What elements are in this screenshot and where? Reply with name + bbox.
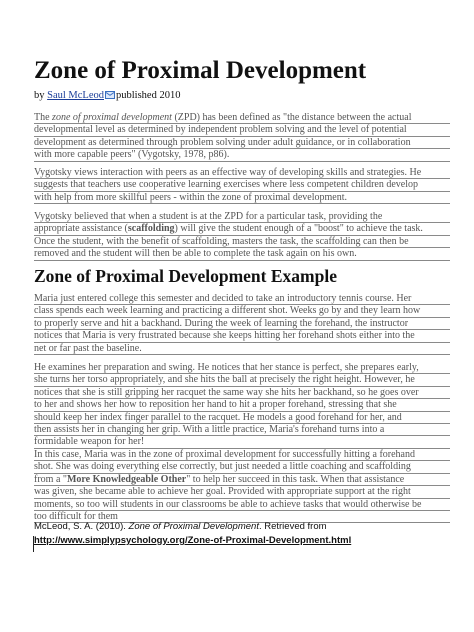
- section-heading-example: Zone of Proximal Development Example: [34, 266, 337, 286]
- text-line: to properly serve and hit a backhand. During the week of learning the forehand, the instructor: [34, 318, 450, 330]
- text-line: notices that she is still gripping her racquet the same way she hits her backhand, so he goes over: [34, 387, 450, 399]
- text-line: suggests that teachers use cooperative learning exercises where less competent children develop: [34, 179, 450, 191]
- text-line: The zone of proximal development (ZPD) has been defined as "the distance between the actual: [34, 112, 450, 124]
- text-line: net or far past the baseline.: [34, 342, 142, 354]
- text-line: notices that Maria is very frustrated because she keeps hitting her forehand shots either into the: [34, 330, 450, 342]
- text-line: He examines her preparation and swing. He notices that her stance is perfect, she prepares early,: [34, 362, 450, 374]
- author-link[interactable]: Saul McLeod: [47, 90, 104, 101]
- paragraph-conclusion: [34, 449, 450, 523]
- text-line: from a "More Knowledgeable Other" to help her succeed in this task. When that assistance: [34, 474, 450, 486]
- text-line: Maria just entered college this semester and decided to take an introductory tennis course. Her: [34, 293, 450, 305]
- text-line: shot. She was doing everything else correctly, but just needed a little coaching and scaffolding: [34, 461, 450, 473]
- text-line: Vygotsky views interaction with peers as an effective way of developing skills and strategies. He: [34, 167, 450, 179]
- text-line: development as determined through problem solving under adult guidance, or in collaboration: [34, 137, 450, 149]
- paragraph-peer-interaction: [34, 167, 450, 204]
- citation-url-link[interactable]: http://www.simplypsychology.org/Zone-of-Proximal-Development.html: [34, 535, 352, 546]
- text-line: Once the student, with the benefit of scaffolding, masters the task, the scaffolding can then be: [34, 236, 450, 248]
- text-line: formidable weapon for her!: [34, 436, 145, 448]
- text-line: should keep her index finger parallel to the racquet. He models a good forehand for her, and: [34, 412, 450, 424]
- text-line: In this case, Maria was in the zone of proximal development for successfully hitting a forehand: [34, 449, 450, 461]
- text-line: with more capable peers" (Vygotsky, 1978, p86).: [34, 149, 230, 161]
- text-line: she turns her torso appropriately, and she hits the ball at precisely the right height. However, he: [34, 374, 450, 386]
- text-line: removed and the student will then be able to complete the task again on his own.: [34, 248, 357, 260]
- email-icon[interactable]: [105, 91, 115, 99]
- text-line: to her and shows her how to reposition her hand to hit a proper forehand, stressing that she: [34, 399, 450, 411]
- citation: [34, 520, 454, 548]
- text-line: Vygotsky believed that when a student is at the ZPD for a particular task, providing the: [34, 211, 450, 223]
- text-line: appropriate assistance (scaffolding) will give the student enough of a "boost" to achieve the task.: [34, 223, 450, 235]
- text-line: then assists her in changing her grip. With a little practice, Maria's forehand turns into a: [34, 424, 450, 436]
- paragraph-scaffolding: [34, 211, 450, 261]
- paragraph-instructor: [34, 362, 450, 449]
- page-title: Zone of Proximal Development: [34, 57, 367, 84]
- text-line: with help from more skillful peers - within the zone of proximal development.: [34, 191, 347, 203]
- text-line: developmental level as determined by independent problem solving and the level of potential: [34, 124, 450, 136]
- byline-by: by: [34, 90, 48, 101]
- text-line: too difficult for them: [34, 511, 118, 523]
- text-line: was given, she became able to achieve her goal. Provided with appropriate support at the right: [34, 486, 450, 498]
- text-line: class spends each week learning and practicing a different shot. Weeks go by and they learn how: [34, 305, 450, 317]
- paragraph-zpd-definition: [34, 112, 450, 162]
- paragraph-maria-intro: [34, 293, 450, 355]
- citation-reference: McLeod, S. A. (2010). Zone of Proximal Development. Retrieved from: [34, 521, 327, 532]
- byline-published: published 2010: [116, 90, 181, 101]
- byline: [34, 89, 454, 103]
- text-line: moments, so too will students in our classrooms be able to achieve tasks that would otherwise be: [34, 499, 450, 511]
